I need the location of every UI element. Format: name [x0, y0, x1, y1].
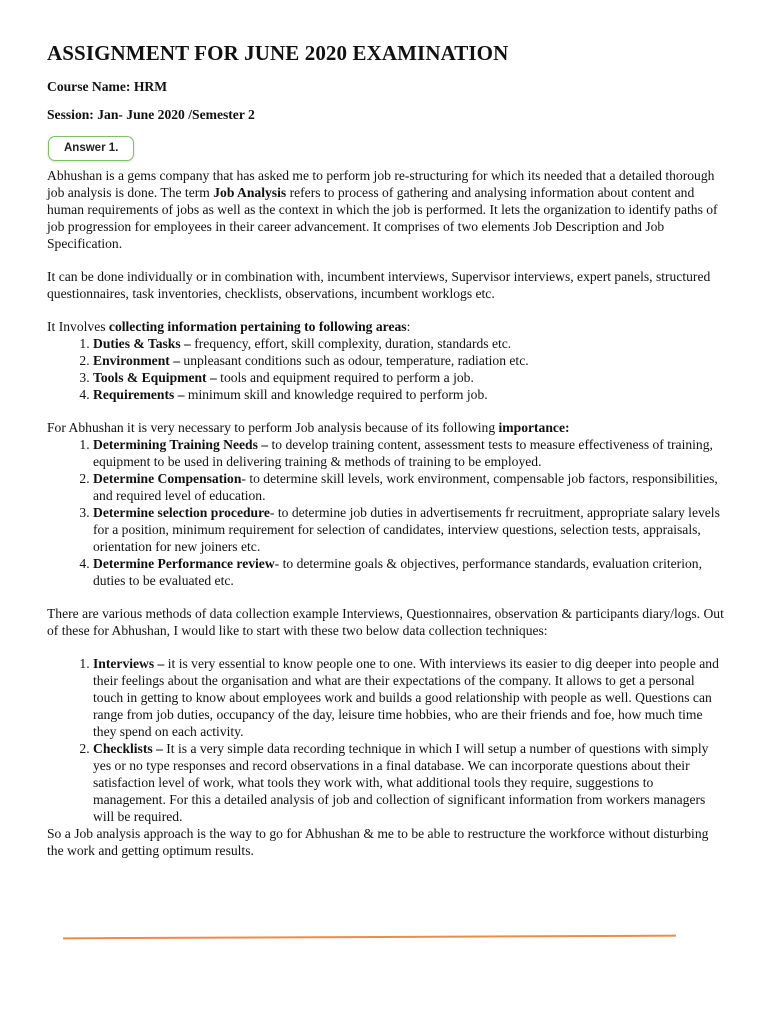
conclusion-paragraph: So a Job analysis approach is the way to go for Abhushan & me to be able to restructure the workforce without disturbing the work and getting optimum results.: [47, 826, 709, 858]
areas-list: [47, 335, 727, 403]
importance-list: [47, 436, 727, 589]
footer-divider: [63, 935, 676, 940]
areas-intro: It Involves collecting information pertaining to following areas:: [47, 319, 411, 334]
list-item: 2. Environment – unpleasant conditions such as odour, temperature, radiation etc.: [93, 352, 727, 369]
techniques-list: [47, 655, 727, 825]
importance-intro: For Abhushan it is very necessary to perform Job analysis because of its following importance:: [47, 420, 570, 435]
list-item: 1. Determining Training Needs – to develop training content, assessment tests to measure effectiveness of training, equipment to be used in delivering training & methods of training to be employed.: [93, 436, 727, 470]
list-item: 4. Determine Performance review- to determine goals & objectives, performance standards, evaluation criterion, duties to be evaluated etc.: [93, 555, 727, 589]
document-page: [47, 40, 727, 859]
page-title: ASSIGNMENT FOR JUNE 2020 EXAMINATION: [47, 41, 509, 65]
list-item: 2. Determine Compensation- to determine skill levels, work environment, compensable job factors, responsibilities, and required level of education.: [93, 470, 727, 504]
collection-paragraph: There are various methods of data collection example Interviews, Questionnaires, observation & participants diary/logs. Out of these for Abhushan, I would like to start with these two below data collection techniques:: [47, 606, 724, 638]
list-item: 1. Interviews – it is very essential to know people one to one. With interviews its easier to dig deeper into people and their feelings about the organisation and what are their expectations of the company. It allows to get a personal touch in getting to know about employees work and builds a good relationship with people as well. Questions can range from job duties, occupancy of the day, leisure time hobbies, who are their friends and foe, how much time they spend on each activity.: [93, 655, 727, 740]
answer-label: Answer 1.: [48, 136, 134, 161]
list-item: 2. Checklists – It is a very simple data recording technique in which I will setup a number of questions with simply yes or no type responses and record observations in a final database. We can incorporate questions about their satisfaction level of work, what tools they work with, what additional tools they require, suggestions to management. For this a detailed analysis of job and collection of significant information from workers managers will be required.: [93, 740, 727, 825]
course-name: Course Name: HRM: [47, 79, 168, 94]
list-item: 3. Tools & Equipment – tools and equipment required to perform a job.: [93, 369, 727, 386]
list-item: 3. Determine selection procedure- to determine job duties in advertisements fr recruitment, appropriate salary levels for a position, minimum requirement for selection of candidates, interview questions, selection tests, appraisals, orientation for new joiners etc.: [93, 504, 727, 555]
session-info: Session: Jan- June 2020 /Semester 2: [47, 107, 255, 122]
intro-paragraph: Abhushan is a gems company that has asked me to perform job re-structuring for which its needed that a detailed thorough job analysis is done. The term Job Analysis refers to process of gathering and analysing information about content and human requirements of jobs as well as the context in which the job is performed. It lets the organization to identify paths of job progression for employees in their career advancement. It comprises of two elements Job Description and Job Specification.: [47, 168, 718, 251]
list-item: 4. Requirements – minimum skill and knowledge required to perform job.: [93, 386, 727, 403]
list-item: 1. Duties & Tasks – frequency, effort, skill complexity, duration, standards etc.: [93, 335, 727, 352]
methods-paragraph: It can be done individually or in combination with, incumbent interviews, Supervisor interviews, expert panels, structured questionnaires, task inventories, checklists, observations, incumbent worklogs etc.: [47, 269, 711, 301]
